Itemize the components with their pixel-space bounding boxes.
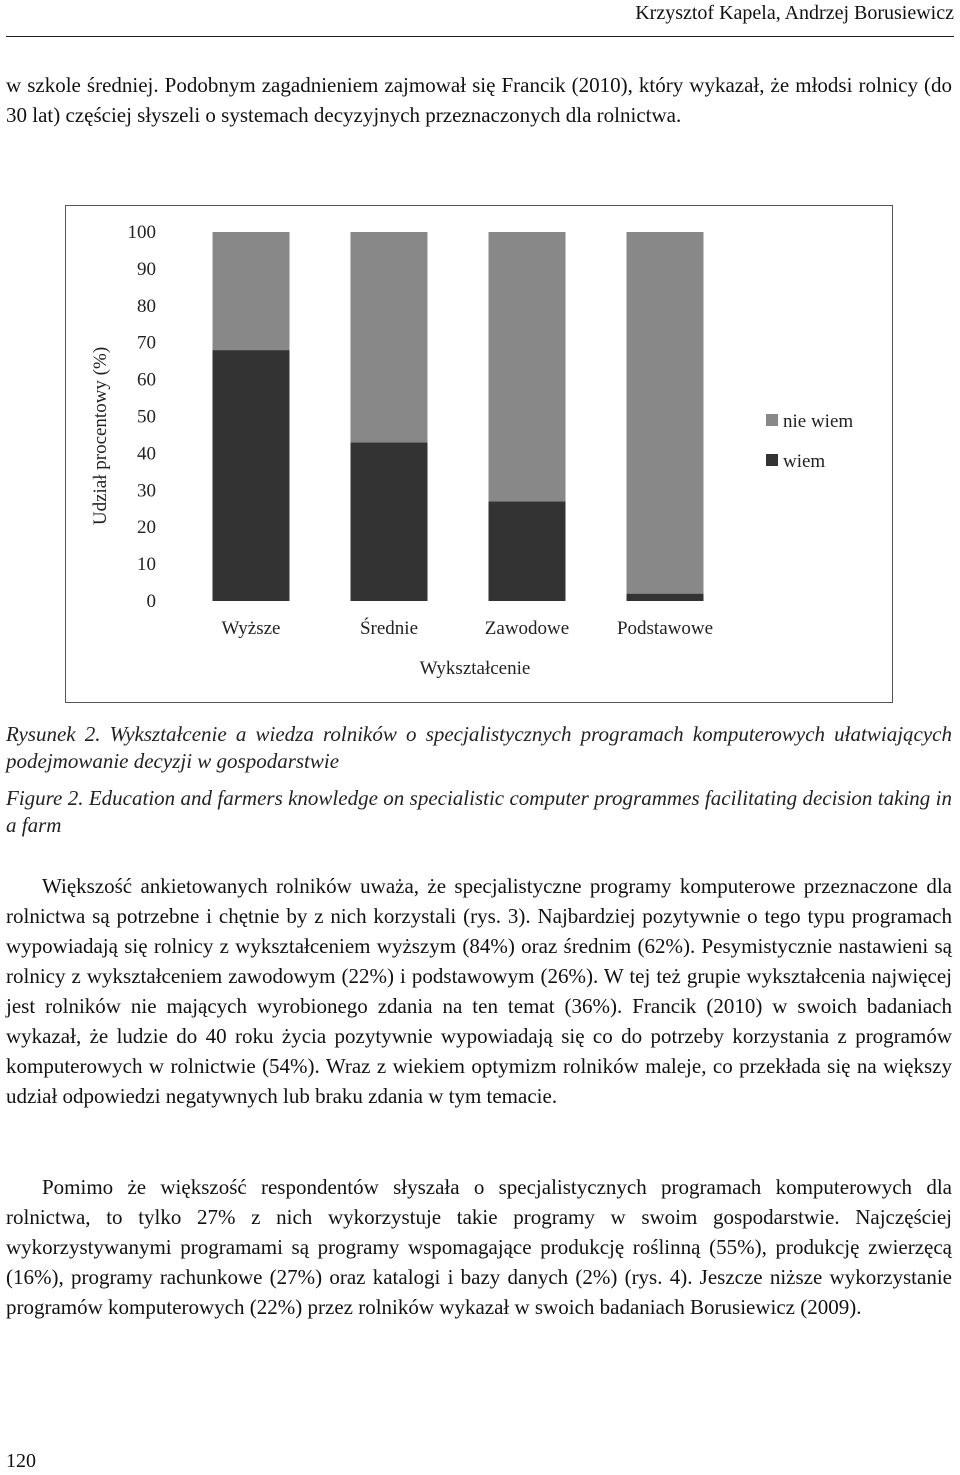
header-rule xyxy=(6,36,954,37)
bar-segment-nie-wiem xyxy=(627,232,704,594)
legend-swatch xyxy=(766,414,778,426)
body-paragraph-1: Większość ankietowanych rolników uważa, że specjalistyczne programy komputerowe przeznaczone dla rolnictwa są potrzebne i chętnie by z nich korzystali (rys. 3). Najbardziej pozytywnie o tego typu programach wypowiadają się rolnicy z wykształceniem wyższym (84%) oraz średnim (62%). Pesymistycznie nastawieni są rolnicy z wykształceniem zawodowym (22%) i podstawowym (26%). W tej też grupie wykształcenia najwięcej jest rolników nie mających wyrobionego zdania na ten temat (36%). Francik (2010) w swoich badaniach wykazał, że ludzie do 40 roku życia pozytywnie wypowiadają się co do potrzeby korzystania z programów komputerowych w rolnictwie (54%). Wraz z wiekiem optymizm rolników maleje, co przekłada się na większy udział odpowiedzi negatywnych lub braku zdania w tym temacie. xyxy=(6,874,952,1108)
y-tick-label: 80 xyxy=(137,295,156,317)
y-tick-label: 20 xyxy=(137,517,156,539)
x-tick-label: Podstawowe xyxy=(616,618,714,639)
x-tick-label: Średnie xyxy=(359,618,419,639)
y-tick-label: 30 xyxy=(137,480,156,502)
bar-segment-nie-wiem xyxy=(213,232,290,350)
y-tick-label: 60 xyxy=(137,369,156,391)
chart-figure xyxy=(65,205,893,703)
x-axis-ticks xyxy=(222,617,714,639)
y-tick-label: 90 xyxy=(137,258,156,280)
legend-label: nie wiem xyxy=(783,411,854,432)
y-axis-ticks xyxy=(128,222,157,612)
x-tick-label: Zawodowe xyxy=(484,618,570,639)
bar-segment-nie-wiem xyxy=(351,232,428,442)
y-tick-label: 0 xyxy=(146,591,156,612)
figure-caption-en: Figure 2. Education and farmers knowledge on specialistic computer programmes facilitating decision taking in a farm xyxy=(6,786,952,837)
chart-legend xyxy=(766,411,853,472)
x-axis-title: Wykształcenie xyxy=(419,658,531,679)
legend-swatch xyxy=(766,454,778,466)
intro-paragraph: w szkole średniej. Podobnym zagadnieniem zajmował się Francik (2010), który wykazał, że młodsi rolnicy (do 30 lat) częściej słyszeli o systemach decyzyjnych przeznaczonych dla rolnictwa. xyxy=(6,73,952,127)
bar-segment-wiem xyxy=(627,594,704,601)
y-tick-label: 70 xyxy=(137,332,156,354)
figure-caption-pl: Rysunek 2. Wykształcenie a wiedza rolników o specjalistycznych programach komputerowych ułatwiających podejmowanie decyzji w gospodarstwie xyxy=(6,722,952,773)
body-paragraph-2: Pomimo że większość respondentów słyszała o specjalistycznych programach komputerowych dla rolnictwa, to tylko 27% z nich wykorzystuje takie programy w swoim gospodarstwie. Najczęściej wykorzystywanymi programami są programy wspomagające produkcję roślinną (55%), produkcję zwierzęcą (16%), programy rachunkowe (27%) oraz katalogi i bazy danych (2%) (rys. 4). Jeszcze niższe wykorzystanie programów komputerowych (22%) przez rolników wykazał w swoich badaniach Borusiewicz (2009). xyxy=(6,1175,952,1319)
x-tick-label: Wyższe xyxy=(221,618,281,639)
running-header: Krzysztof Kapela, Andrzej Borusiewicz xyxy=(635,2,954,24)
y-tick-label: 10 xyxy=(137,554,156,576)
y-tick-label: 50 xyxy=(137,406,156,428)
bar-segment-wiem xyxy=(489,501,566,601)
page-number: 120 xyxy=(6,1450,36,1472)
stacked-bar-chart xyxy=(66,206,892,702)
bars xyxy=(213,232,704,601)
bar-segment-wiem xyxy=(351,442,428,601)
bar-segment-nie-wiem xyxy=(489,232,566,501)
bar-segment-wiem xyxy=(213,350,290,601)
y-tick-label: 40 xyxy=(137,443,156,465)
y-axis-title: Udział procentowy (%) xyxy=(90,346,111,526)
legend-label: wiem xyxy=(783,451,826,472)
y-tick-label: 100 xyxy=(127,222,156,243)
